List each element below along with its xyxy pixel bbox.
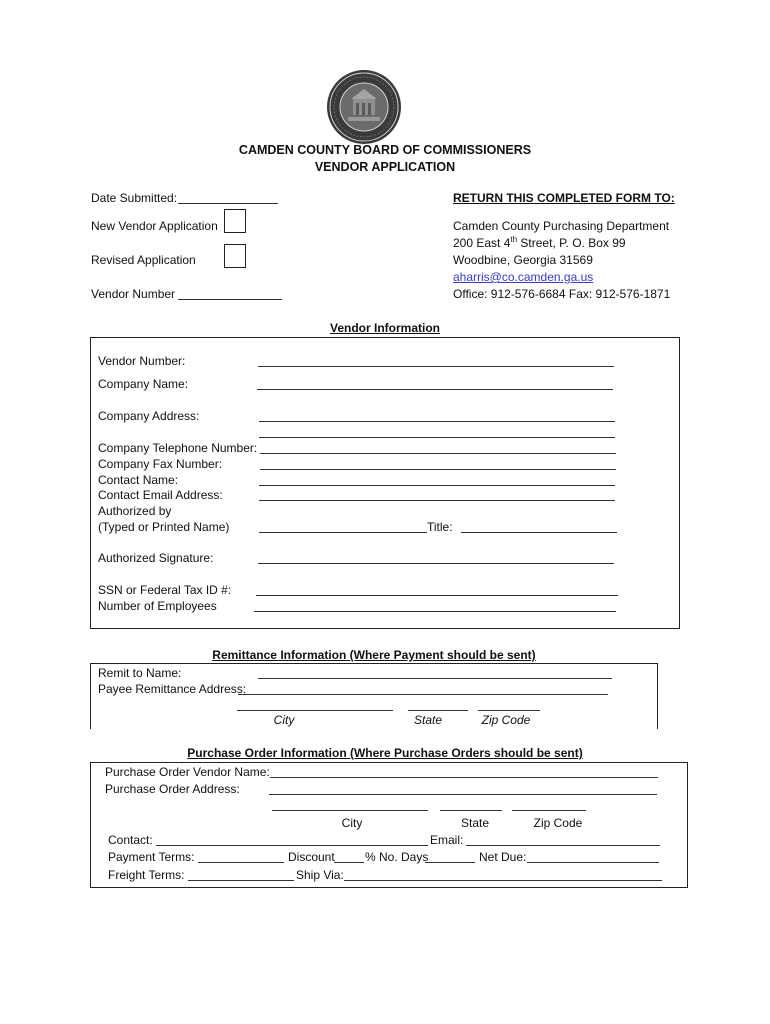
new-vendor-checkbox[interactable] bbox=[224, 209, 246, 233]
remit-to-label: Remit to Name: bbox=[98, 666, 182, 680]
county-seal bbox=[326, 69, 402, 145]
payee-address-label: Payee Remittance Address: bbox=[98, 682, 247, 696]
company-name-field[interactable] bbox=[257, 389, 613, 390]
ssn-tax-field[interactable] bbox=[256, 595, 618, 596]
po-state-field[interactable] bbox=[440, 810, 502, 811]
discount-label: Discount bbox=[288, 850, 335, 864]
return-city: Woodbine, Georgia 31569 bbox=[453, 253, 593, 267]
remit-city-field[interactable] bbox=[237, 710, 393, 711]
company-telephone-field[interactable] bbox=[260, 453, 616, 454]
form-subtitle: VENDOR APPLICATION bbox=[314, 160, 456, 174]
ship-via-field[interactable] bbox=[344, 880, 662, 881]
remit-state-field[interactable] bbox=[408, 710, 468, 711]
vendor-number-label: Vendor Number bbox=[91, 287, 176, 301]
num-employees-field[interactable] bbox=[254, 611, 616, 612]
po-heading: Purchase Order Information (Where Purchase Orders should be sent) bbox=[187, 746, 583, 760]
payment-terms-field[interactable] bbox=[198, 862, 284, 863]
po-vendor-name-field[interactable] bbox=[270, 777, 658, 778]
vi-vendor-number-field[interactable] bbox=[258, 366, 614, 367]
return-department: Camden County Purchasing Department bbox=[453, 219, 670, 233]
remit-state-label: State bbox=[413, 713, 443, 727]
po-email-label: Email: bbox=[430, 833, 464, 847]
po-contact-field[interactable] bbox=[156, 845, 428, 846]
new-vendor-label: New Vendor Application bbox=[91, 219, 218, 233]
title-field[interactable] bbox=[461, 532, 617, 533]
payment-terms-label: Payment Terms: bbox=[108, 850, 195, 864]
remit-zip-field[interactable] bbox=[478, 710, 540, 711]
authorized-by-label: Authorized by bbox=[98, 504, 172, 518]
discount-field[interactable] bbox=[334, 862, 364, 863]
payee-address-field[interactable] bbox=[238, 694, 608, 695]
po-city-label: City bbox=[341, 816, 363, 830]
contact-email-field[interactable] bbox=[259, 500, 615, 501]
po-contact-label: Contact: bbox=[108, 833, 153, 847]
form-title: CAMDEN COUNTY BOARD OF COMMISSIONERS bbox=[238, 143, 532, 157]
vi-vendor-number-label: Vendor Number: bbox=[98, 354, 186, 368]
po-zip-field[interactable] bbox=[512, 810, 586, 811]
po-email-field[interactable] bbox=[466, 845, 660, 846]
remittance-heading: Remittance Information (Where Payment should be sent) bbox=[212, 648, 536, 662]
company-fax-field[interactable] bbox=[260, 469, 616, 470]
company-address-field-2[interactable] bbox=[259, 437, 615, 438]
po-state-label: State bbox=[460, 816, 490, 830]
authorized-signature-field[interactable] bbox=[258, 563, 614, 564]
net-due-label: Net Due: bbox=[479, 850, 527, 864]
title-label: Title: bbox=[427, 520, 453, 534]
company-fax-label: Company Fax Number: bbox=[98, 457, 223, 471]
company-name-label: Company Name: bbox=[98, 377, 189, 391]
contact-email-label: Contact Email Address: bbox=[98, 488, 223, 502]
revised-application-checkbox[interactable] bbox=[224, 244, 246, 268]
typed-printed-label: (Typed or Printed Name) bbox=[98, 520, 230, 534]
company-telephone-label: Company Telephone Number: bbox=[98, 441, 258, 455]
return-office-fax: Office: 912-576-6684 Fax: 912-576-1871 bbox=[453, 287, 671, 301]
no-days-field[interactable] bbox=[425, 862, 475, 863]
po-vendor-name-label: Purchase Order Vendor Name: bbox=[105, 765, 270, 779]
vendor-info-heading: Vendor Information bbox=[329, 321, 440, 335]
contact-name-field[interactable] bbox=[259, 485, 615, 486]
po-city-field[interactable] bbox=[272, 810, 428, 811]
freight-terms-label: Freight Terms: bbox=[108, 868, 185, 882]
vendor-number-field[interactable] bbox=[178, 299, 282, 300]
net-due-field[interactable] bbox=[527, 862, 659, 863]
ship-via-label: Ship Via: bbox=[296, 868, 344, 882]
authorized-signature-label: Authorized Signature: bbox=[98, 551, 214, 565]
freight-terms-field[interactable] bbox=[188, 880, 294, 881]
remit-zip-label: Zip Code bbox=[481, 713, 531, 727]
num-employees-label: Number of Employees bbox=[98, 599, 217, 613]
remit-city-label: City bbox=[273, 713, 295, 727]
po-address-label: Purchase Order Address: bbox=[105, 782, 240, 796]
no-days-label: % No. Days bbox=[365, 850, 429, 864]
authorized-name-field[interactable] bbox=[259, 532, 427, 533]
company-address-field-1[interactable] bbox=[259, 421, 615, 422]
return-email-link[interactable]: aharris@co.camden.ga.us bbox=[453, 270, 594, 284]
return-street: 200 East 4th Street, P. O. Box 99 bbox=[453, 235, 626, 250]
po-address-field[interactable] bbox=[269, 794, 657, 795]
date-submitted-field[interactable] bbox=[178, 203, 278, 204]
remit-to-field[interactable] bbox=[258, 678, 612, 679]
ssn-tax-label: SSN or Federal Tax ID #: bbox=[98, 583, 232, 597]
company-address-label: Company Address: bbox=[98, 409, 200, 423]
return-form-heading: RETURN THIS COMPLETED FORM TO: bbox=[453, 191, 675, 205]
revised-application-label: Revised Application bbox=[91, 253, 196, 267]
contact-name-label: Contact Name: bbox=[98, 473, 179, 487]
po-zip-label: Zip Code bbox=[533, 816, 583, 830]
date-submitted-label: Date Submitted: bbox=[91, 191, 178, 205]
